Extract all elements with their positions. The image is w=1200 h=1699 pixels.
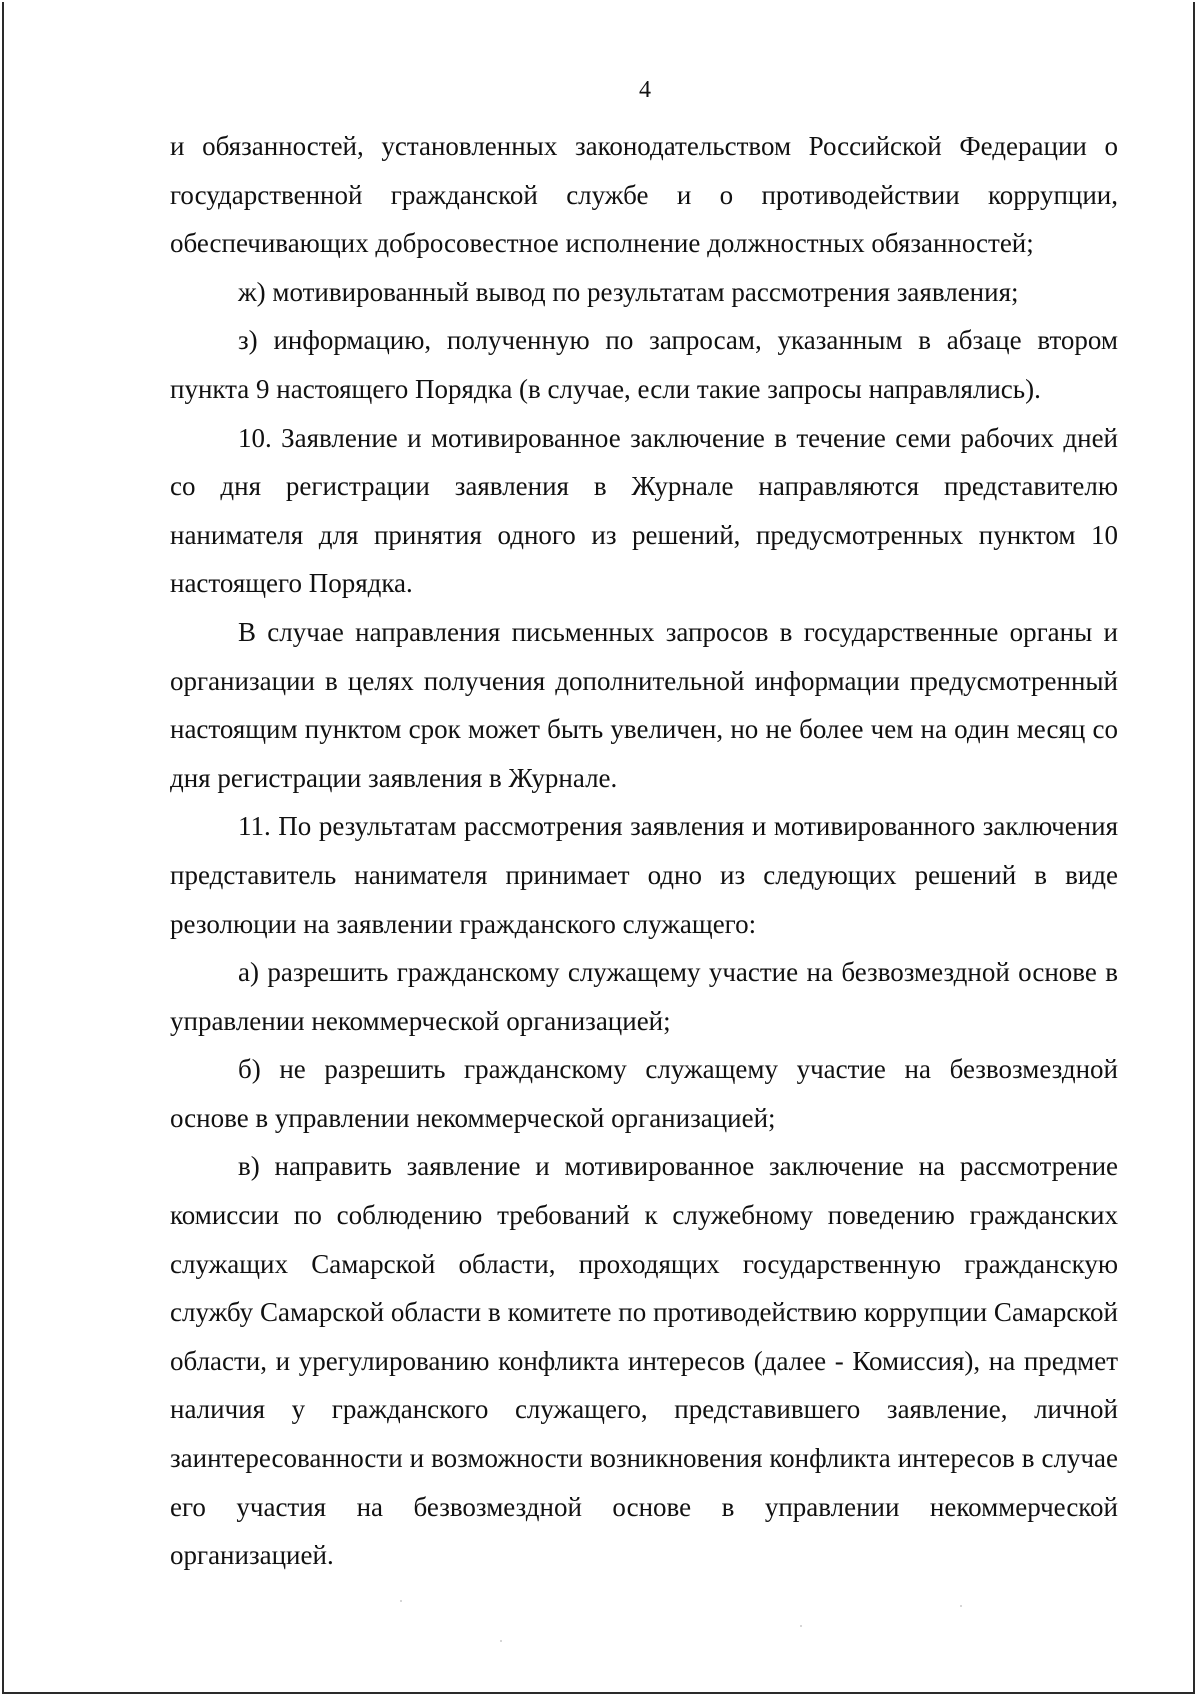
paragraph-section-11: 11. По результатам рассмотрения заявления и мотивированного заключения представитель нанимателя принимает одно из следующих решений в виде резолюции на заявлении гражданского служащего:: [170, 811, 1118, 939]
paragraph-item-b: б) не разрешить гражданскому служащему участие на безвозмездной основе в управлении некоммерческой организацией;: [170, 1054, 1118, 1133]
paragraph-item-v: в) направить заявление и мотивированное заключение на рассмотрение комиссии по соблюдению требований к служебному поведению гражданских служащих Самарской области, проходящих государственную гражданскую службу Самарской области в комитете по противодействию коррупции Самарской области, и урегулированию конфликта интересов (далее - Комиссия), на предмет наличия у гражданского служащего, представившего заявление, личной заинтересованности и возможности возникновения конфликта интересов в случае его участия на безвозмездной основе в управлении некоммерческой организацией.: [170, 1151, 1118, 1571]
page-number: 4: [639, 77, 651, 103]
paragraph-item-zh: ж) мотивированный вывод по результатам рассмотрения заявления;: [238, 276, 1019, 307]
paragraph-continuation: и обязанностей, установленных законодательством Российской Федерации о государственной гражданской службе и о противодействии коррупции, обеспечивающих добросовестное исполнение должностных обязанностей;: [170, 131, 1118, 259]
scan-speck: [500, 1640, 502, 1642]
document-body: [170, 122, 1118, 1580]
scan-speck: [400, 1600, 402, 1602]
scan-speck: [960, 1605, 962, 1607]
paragraph-item-z: з) информацию, полученную по запросам, указанным в абзаце втором пункта 9 настоящего Порядка (в случае, если такие запросы направлялись).: [170, 325, 1118, 404]
paragraph-extension: В случае направления письменных запросов в государственные органы и организации в целях получения дополнительной информации предусмотренный настоящим пунктом срок может быть увеличен, но не более чем на один месяц со дня регистрации заявления в Журнале.: [170, 616, 1118, 793]
paragraph-section-10: 10. Заявление и мотивированное заключение в течение семи рабочих дней со дня регистрации заявления в Журнале направляются представителю нанимателя для принятия одного из решений, предусмотренных пунктом 10 настоящего Порядка.: [170, 422, 1118, 599]
scan-speck: [800, 1625, 802, 1627]
paragraph-item-a: а) разрешить гражданскому служащему участие на безвозмездной основе в управлении некоммерческой организацией;: [170, 957, 1118, 1036]
